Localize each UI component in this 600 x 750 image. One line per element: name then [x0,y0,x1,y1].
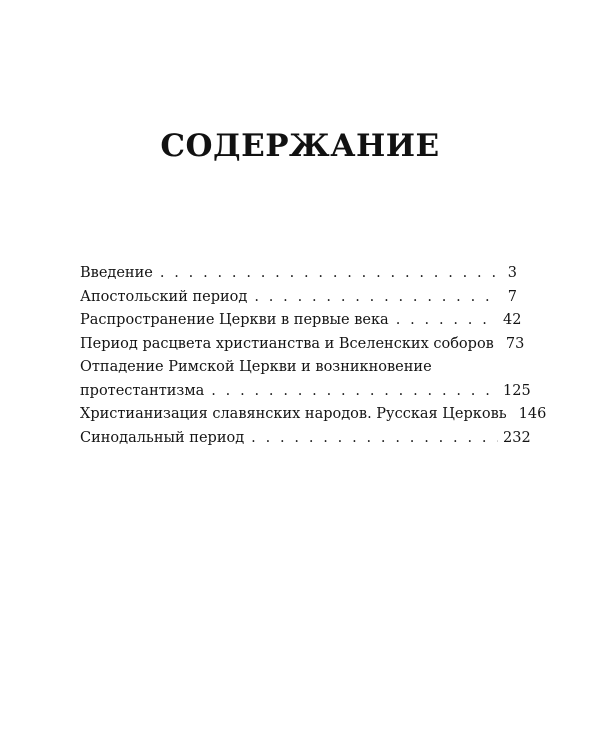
toc-entry-roman-church-protestantism [80,356,531,403]
toc-entry-title-line1: Отпадение Римской Церкви и возникновение [80,359,432,375]
toc-entry-title: Распространение Церкви в первые века [80,312,389,328]
toc-entry-title: Христианизация славянских народов. Русская Церковь [80,406,507,422]
toc-entry-title-line2: протестантизма [80,382,205,399]
dot-leader [396,309,498,333]
toc-entry-page: 232 [503,429,531,446]
toc-entry-title: Период расцвета христианства и Вселенских соборов [80,335,494,352]
toc-entry-title: Синодальный период [80,429,245,446]
toc-entry-page: 125 [503,382,531,399]
toc-entry-page: 7 [507,288,517,305]
dot-leader [211,380,498,404]
toc-entry-spread-of-church [80,309,522,333]
toc-entry-synodal-period [80,427,531,451]
toc-entry-page: 73 [505,335,525,352]
toc-entry-apostolic-period [80,286,517,310]
toc-entry-page: 146 [518,406,547,422]
toc-entry-ecumenical-councils [80,333,525,357]
table-of-contents [80,262,547,450]
toc-entry-title: Апостольский период [80,288,248,305]
toc-entry-page: 42 [503,312,522,328]
toc-entry-title: Введение [80,265,153,281]
page-title: СОДЕРЖАНИЕ [160,128,440,164]
toc-entry-introduction [80,262,517,286]
dot-leader [160,262,498,286]
dot-leader [251,427,498,451]
toc-entry-page: 3 [507,265,517,281]
dot-leader [254,286,498,310]
toc-entry-slavic-christianization [80,403,547,427]
